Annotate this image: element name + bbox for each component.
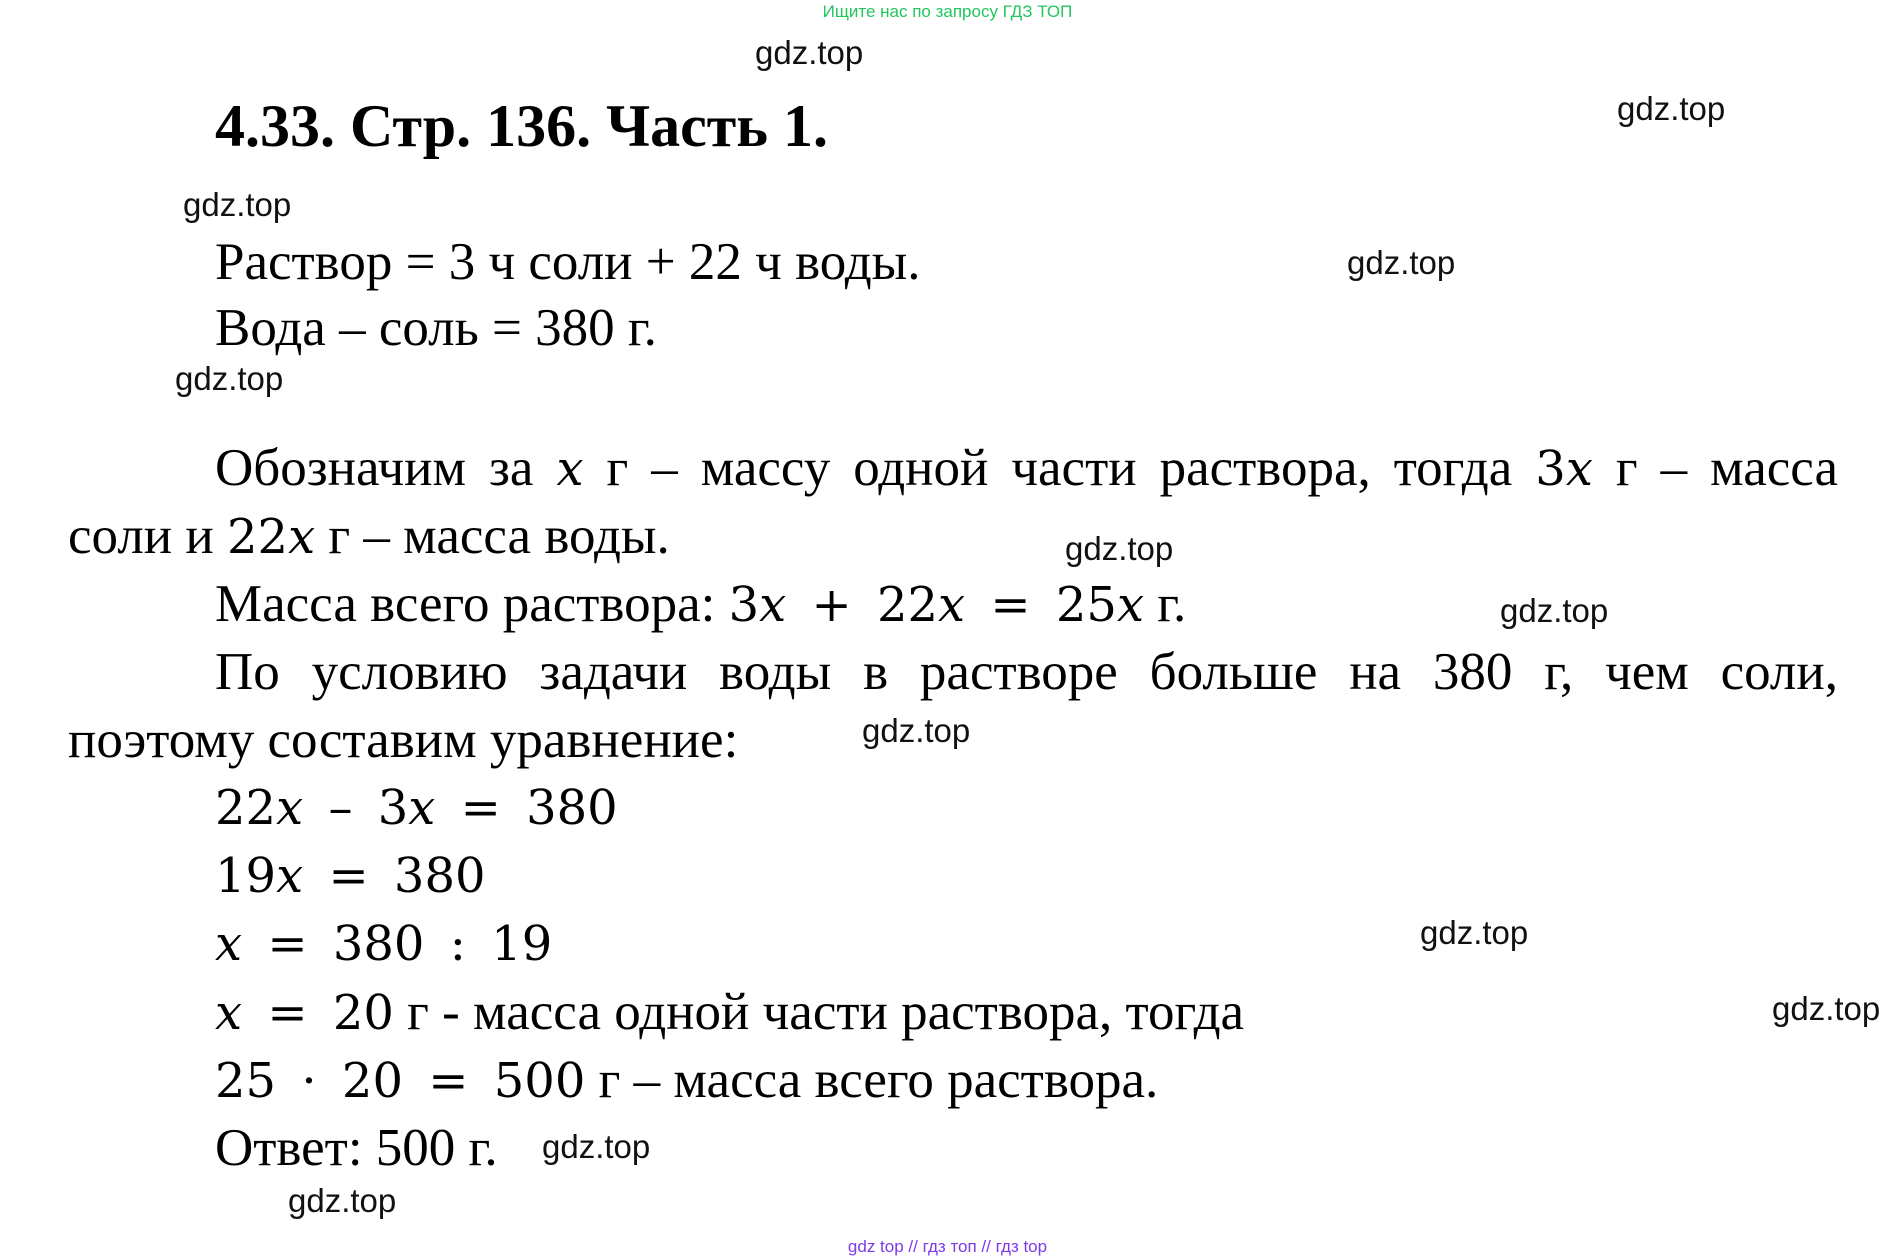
footer-links: gdz top // гдз топ // гдз top: [847, 1237, 1048, 1256]
solution-paragraph-1: [68, 438, 1838, 498]
text-fragment: г - масса одной части раствора, тогда: [393, 983, 1245, 1041]
answer: Ответ: 500 г.: [215, 1119, 498, 1177]
math-expression: 25 · 20 = 500: [215, 1053, 586, 1109]
text-fragment: Масса всего раствора:: [215, 575, 729, 633]
equation-1: 22x – 3x = 380: [215, 780, 618, 836]
watermark: gdz.top: [755, 34, 864, 71]
watermark: gdz.top: [862, 712, 971, 749]
solution-paragraph-1-cont: [68, 506, 670, 566]
watermark: gdz.top: [175, 360, 284, 397]
math-expression: 22x: [227, 509, 316, 565]
top-banner: Ищите нас по запросу ГДЗ ТОП: [822, 2, 1073, 21]
watermark: gdz.top: [1617, 90, 1726, 127]
math-variable: x: [556, 441, 584, 497]
text-fragment: г – масса: [1592, 439, 1838, 497]
watermark: gdz.top: [1420, 914, 1529, 951]
page-title: 4.33. Стр. 136. Часть 1.: [215, 93, 828, 159]
watermark: gdz.top: [1500, 592, 1609, 629]
watermark: gdz.top: [183, 186, 292, 223]
watermark: gdz.top: [1065, 530, 1174, 567]
watermark: gdz.top: [1347, 244, 1456, 281]
equation-5: [215, 1050, 1158, 1110]
solution-paragraph-3: По условию задачи воды в растворе больше на 380 г, чем соли,: [215, 643, 1838, 701]
equation-3: x = 380 : 19: [215, 916, 553, 972]
solution-paragraph-2: [215, 574, 1186, 634]
text-fragment: соли и: [68, 507, 227, 565]
solution-paragraph-3-cont: поэтому составим уравнение:: [68, 711, 739, 769]
math-expression: x = 20: [215, 985, 394, 1041]
given-line-1: Раствор = 3 ч соли + 22 ч воды.: [215, 233, 921, 291]
math-expression: 3x: [1535, 441, 1593, 497]
text-fragment: г – масса всего раствора.: [585, 1051, 1159, 1109]
text-fragment: г – масса воды.: [315, 507, 670, 565]
watermark: gdz.top: [542, 1128, 651, 1165]
watermark: gdz.top: [288, 1182, 397, 1219]
text-fragment: г – массу одной части раствора, тогда: [583, 439, 1536, 497]
watermark: gdz.top: [1772, 990, 1881, 1027]
equation-2: 19x = 380: [215, 848, 486, 904]
equation-4: [215, 982, 1244, 1042]
text-fragment: Обозначим за: [215, 439, 557, 497]
text-fragment: г.: [1144, 575, 1187, 633]
math-expression: 3x + 22x = 25x: [728, 577, 1145, 633]
given-line-2: Вода – соль = 380 г.: [215, 299, 657, 357]
